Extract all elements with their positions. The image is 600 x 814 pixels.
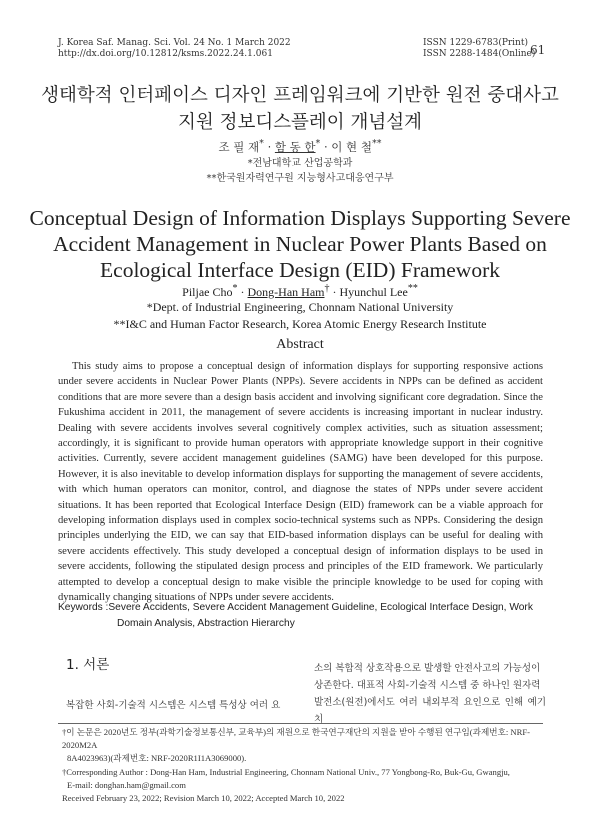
korean-author-3: 이 현 철	[331, 139, 372, 154]
keywords-label: Keywords :	[58, 602, 109, 613]
received-dates: Received February 23, 2022; Revision March 10, 2022; Accepted March 10, 2022	[62, 793, 345, 804]
email-line[interactable]: E-mail: donghan.ham@gmail.com	[67, 779, 186, 790]
section-heading: 1. 서론	[66, 657, 110, 673]
korean-author-3-mark: **	[371, 138, 382, 149]
keywords-line1: Severe Accidents, Severe Accident Management Guideline, Ecological Interface Design, Work	[108, 602, 533, 613]
english-title-line2: Accident Management in Nuclear Power Plants Based on	[53, 232, 547, 256]
english-author-separator: ·	[237, 285, 248, 299]
korean-author-1: 조 필 재	[218, 139, 260, 154]
english-author-1: Piljae Cho	[182, 285, 233, 299]
english-author-separator: ·	[329, 285, 340, 299]
korean-affiliation-2: **한국원자력연구원 지능형사고대응연구부	[206, 173, 394, 184]
footnotes	[62, 726, 542, 805]
english-author-2: Dong-Han Ham	[247, 285, 325, 299]
english-affiliations	[0, 299, 600, 333]
abstract-body: This study aims to propose a conceptual design of information displays for supporting responsive actions under severe accidents in Nuclear Power Plants (NPPs). Severe accidents in NPPs can be defined as accident conditions that are more severe than a design basis accident and involving significant core degradation. Since the Fukushima accident in 2011, the management of severe accidents is increasing important in nuclear industry. Dealing with severe accidents involves several cognitively complex activities, such as situation assessment; accordingly, it is significant to provide human operators with appropriate knowledge support in their cognitive activities. Currently, severe accident management guidelines (SAMG) have been developed for this purpose. However, it is also inevitable to develop information displays for supporting the management of severe accidents, with which human operators can monitor, control, and diagnose the states of NPPs under severe accident situations. It has been reported that Ecological Interface Design (EID) framework can be a viable approach for developing information displays used in complex socio-technical systems such as NPPs. Considering the design principles underlying the EID, we can say that EID-based information displays can be useful for dealing with severe accidents effectively. This study developed a conceptual design of information displays to be used in severe accidents, following the stipulated design process and principles of the EID framework. We particularly attempted to develop a conceptual design to make visible the principle knowledge to be used for coping with dynamically changing situations of NPPs under severe accidents.	[58, 361, 543, 604]
page-number: 61	[530, 43, 546, 57]
funding-footnote-line2: 8A4023963)(과제번호: NRF-2020R1I1A3069000).	[67, 753, 247, 764]
korean-author-2: 함 동 한	[274, 139, 316, 154]
issn-print: ISSN 1229-6783(Print)	[423, 38, 528, 48]
english-author-1-mark: *	[232, 283, 238, 294]
issn-block	[423, 38, 535, 60]
korean-title-line1: 생태학적 인터페이스 디자인 프레임워크에 기반한 원전 중대사고	[41, 85, 559, 106]
footnote-divider	[58, 723, 543, 724]
english-affiliation-2: **I&C and Human Factor Research, Korea Atomic Energy Research Institute	[113, 317, 487, 331]
right-column-line1: 소의 복합적 상호작용으로 발생할 안전사고의 가능성이	[314, 663, 541, 674]
english-affiliation-1: *Dept. of Industrial Engineering, Chonnam National University	[146, 300, 454, 314]
right-column-text	[314, 660, 546, 728]
korean-affiliations	[0, 156, 600, 186]
english-title-line1: Conceptual Design of Information Displays Supporting Severe	[29, 206, 571, 230]
english-author-2-mark: †	[324, 283, 330, 294]
english-author-3-mark: **	[407, 283, 418, 294]
issn-online: ISSN 2288-1484(Online)	[423, 49, 536, 59]
korean-author-1-mark: *	[259, 138, 264, 149]
left-column-text: 복잡한 사회-기술적 시스템은 시스템 특성상 여러 요	[66, 700, 281, 711]
keywords	[58, 600, 548, 631]
english-title	[0, 205, 600, 283]
corresponding-author-line: †Corresponding Author : Dong-Han Ham, Industrial Engineering, Chonnam National Univ., 77 Yongbong-Ro, Buk-Gu, Gwangju,	[62, 766, 510, 777]
english-author-3: Hyunchul Lee	[339, 285, 408, 299]
korean-affiliation-1: *전남대학교 산업공학과	[247, 158, 353, 169]
journal-citation	[58, 38, 291, 60]
korean-author-separator: ·	[263, 139, 275, 154]
doi-line[interactable]: http://dx.doi.org/10.12812/ksms.2022.24.1.061	[58, 49, 273, 59]
funding-footnote-line1: †이 논문은 2020년도 정부(과학기술정보통신부, 교육부)의 재원으로 한국연구재단의 지원을 받아 수행된 연구임(과제번호: NRF-2020M2A	[62, 727, 530, 751]
korean-authors	[0, 138, 600, 155]
english-authors	[0, 281, 600, 300]
abstract-heading: Abstract	[276, 337, 324, 352]
right-column-line3: 발전소(원전)에서도 여러 내외부적 요인으로 인해 예기치	[314, 697, 546, 725]
english-title-line3: Ecological Interface Design (EID) Framework	[100, 258, 500, 282]
korean-title	[0, 82, 600, 136]
journal-line: J. Korea Saf. Manag. Sci. Vol. 24 No. 1 March 2022	[58, 38, 291, 48]
right-column-line2: 상존한다. 대표적 사회-기술적 시스템 중 하나인 원자력	[314, 680, 541, 691]
keywords-line2: Domain Analysis, Abstraction Hierarchy	[117, 617, 295, 629]
korean-author-separator: ·	[320, 139, 332, 154]
korean-author-2-mark: *	[315, 138, 321, 149]
korean-title-line2: 지원 정보디스플레이 개념설계	[177, 112, 423, 133]
